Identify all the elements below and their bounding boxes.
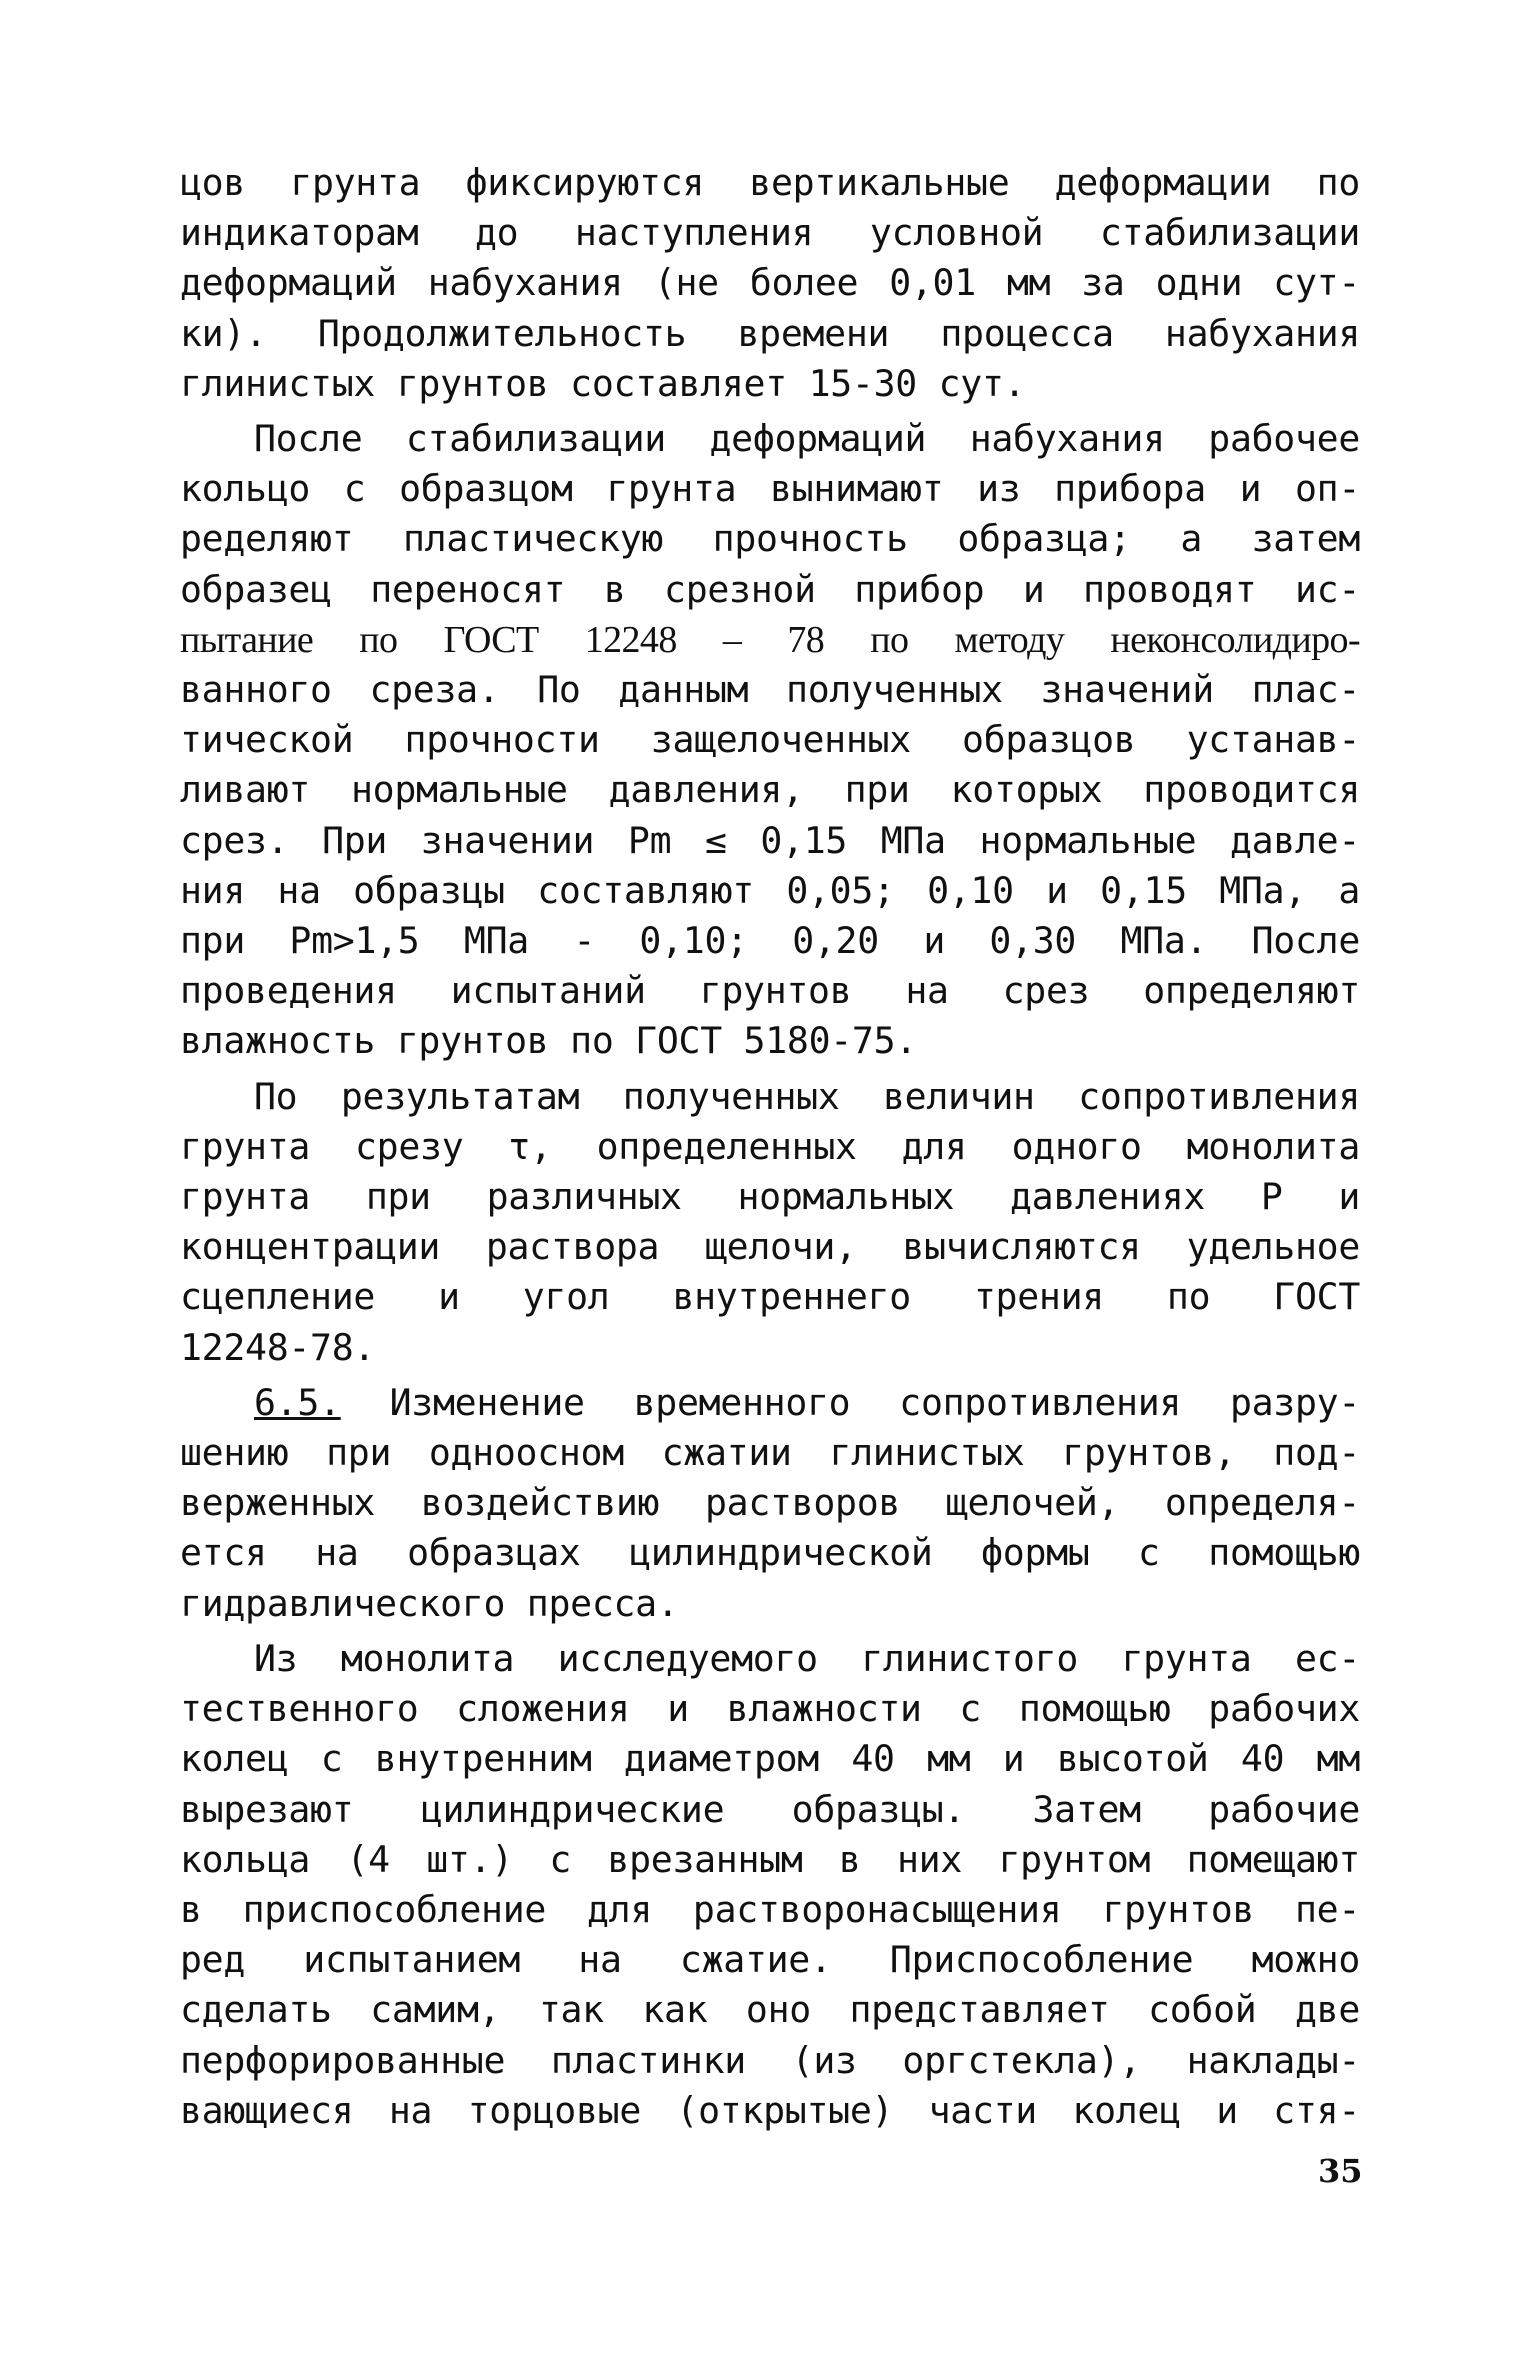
- text-line: влажность грунтов по ГОСТ 5180-75.: [180, 1019, 917, 1063]
- text-line-content: Изменение временного сопротивления разру-: [389, 1380, 1360, 1424]
- text-line: 12248-78.: [180, 1325, 376, 1369]
- text-line: образец переносят в срезной прибор и проводят ис-: [180, 567, 1360, 611]
- text-line: вающиеся на торцовые (открытые) части колец и стя-: [180, 2088, 1360, 2132]
- paragraph-4: [180, 1378, 1360, 1629]
- paragraph-3: [180, 1072, 1360, 1373]
- text-line: индикаторам до наступления условной стабилизации: [180, 211, 1360, 255]
- text-line: кольца (4 шт.) с врезанным в них грунтом помещают: [180, 1837, 1360, 1881]
- paragraph-1: [180, 158, 1360, 409]
- text-line: ванного среза. По данным полученных значений плас-: [180, 668, 1360, 712]
- text-line: ределяют пластическую прочность образца; а затем: [180, 517, 1360, 561]
- text-line: ливают нормальные давления, при которых проводится: [180, 768, 1360, 812]
- document-page: [180, 158, 1360, 2141]
- text-line: верженных воздействию растворов щелочей, определя-: [180, 1481, 1360, 1525]
- text-line: деформаций набухания (не более 0,01 мм за одни сут-: [180, 261, 1360, 305]
- paragraph-5: [180, 1634, 1360, 2136]
- text-line: кольцо с образцом грунта вынимают из прибора и оп-: [180, 467, 1360, 511]
- page-number: 35: [1318, 2152, 1363, 2190]
- text-line: грунта при различных нормальных давлениях P и: [180, 1175, 1360, 1219]
- text-line: при Pm>1,5 МПа - 0,10; 0,20 и 0,30 МПа. После: [180, 919, 1360, 963]
- section-number: 6.5.: [254, 1380, 341, 1424]
- text-line: пытание по ГОСТ 12248 – 78 по методу неконсолидиро-: [180, 618, 1360, 661]
- text-line: После стабилизации деформаций набухания рабочее: [254, 417, 1360, 461]
- paragraph-2: [180, 414, 1360, 1067]
- text-line: ется на образцах цилиндрической формы с помощью: [180, 1531, 1360, 1575]
- text-line: ния на образцы составляют 0,05; 0,10 и 0,15 МПа, а: [180, 868, 1360, 912]
- text-line: срез. При значении Pm ≤ 0,15 МПа нормальные давле-: [180, 818, 1360, 862]
- text-line: в приспособление для растворонасыщения грунтов пе-: [180, 1887, 1360, 1931]
- text-line: глинистых грунтов составляет 15-30 сут.: [180, 361, 1026, 405]
- text-line: По результатам полученных величин сопротивления: [254, 1074, 1360, 1118]
- text-line: проведения испытаний грунтов на срез определяют: [180, 969, 1360, 1013]
- text-line: перфорированные пластинки (из оргстекла), наклады-: [180, 2038, 1360, 2082]
- text-line: концентрации раствора щелочи, вычисляются удельное: [180, 1225, 1360, 1269]
- text-line: шению при одноосном сжатии глинистых грунтов, под-: [180, 1431, 1360, 1475]
- text-line: гидравлического пресса.: [180, 1581, 679, 1625]
- text-line: цов грунта фиксируются вертикальные деформации по: [180, 161, 1360, 204]
- text-line: грунта срезу τ, определенных для одного монолита: [180, 1124, 1360, 1168]
- text-line: Из монолита исследуемого глинистого грунта ес-: [254, 1636, 1360, 1680]
- text-line: тической прочности защелоченных образцов устанав-: [180, 718, 1360, 762]
- text-line: вырезают цилиндрические образцы. Затем рабочие: [180, 1787, 1360, 1831]
- text-line: ред испытанием на сжатие. Приспособление можно: [180, 1938, 1360, 1982]
- text-line: колец с внутренним диаметром 40 мм и высотой 40 мм: [180, 1737, 1360, 1781]
- text-line: тественного сложения и влажности с помощью рабочих: [180, 1687, 1360, 1731]
- text-line: ки). Продолжительность времени процесса набухания: [180, 311, 1360, 355]
- text-line: сцепление и угол внутреннего трения по ГОСТ: [180, 1275, 1360, 1319]
- text-line: [180, 1378, 1360, 1428]
- text-line: сделать самим, так как оно представляет собой две: [180, 1988, 1360, 2032]
